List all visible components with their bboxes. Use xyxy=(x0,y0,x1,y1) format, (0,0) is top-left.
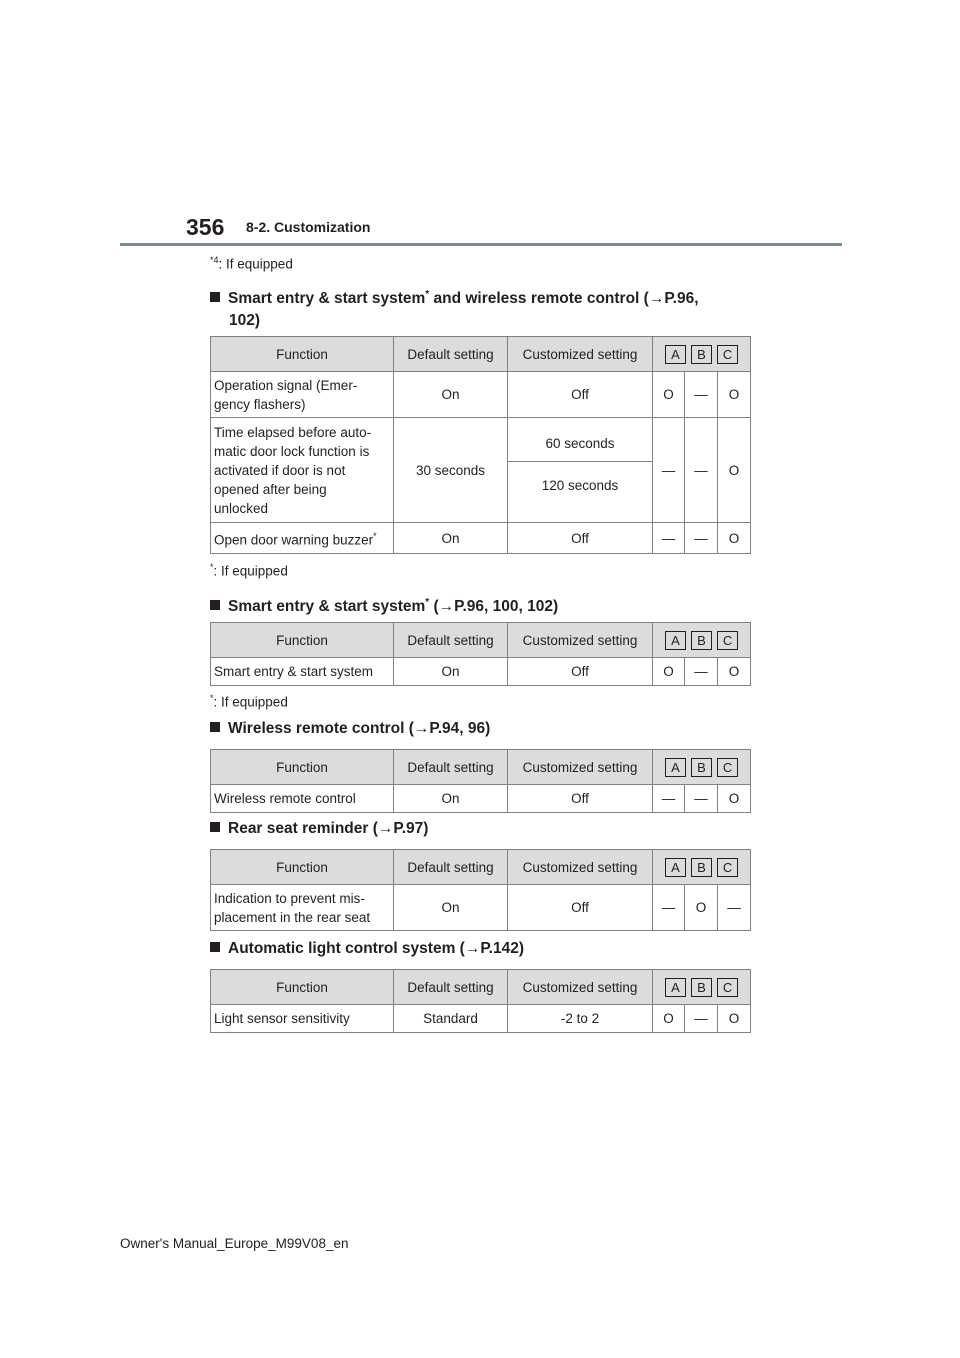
settings-table-smart-entry-wireless xyxy=(210,336,751,554)
label-c: C xyxy=(717,631,738,650)
table-header-row xyxy=(211,850,751,885)
cell-function: Wireless remote control xyxy=(211,785,394,813)
cell-a: — xyxy=(653,418,685,523)
cell-a: — xyxy=(653,885,685,931)
column-customized-setting: Customized setting xyxy=(508,850,653,885)
label-c: C xyxy=(717,858,738,877)
column-abc xyxy=(653,623,751,658)
cell-a: O xyxy=(653,372,685,418)
cell-default: On xyxy=(394,523,508,554)
table-header-row xyxy=(211,970,751,1005)
heading-rear-seat-reminder: Rear seat reminder (→P.97) xyxy=(210,818,428,840)
cell-c: O xyxy=(718,523,751,554)
settings-table-automatic-light-control xyxy=(210,969,751,1033)
table-row xyxy=(211,372,751,418)
option-60-seconds: 60 seconds xyxy=(508,432,652,462)
cell-function: Indication to prevent mis- placement in the rear seat xyxy=(211,885,394,931)
label-c: C xyxy=(717,978,738,997)
cell-c: O xyxy=(718,785,751,813)
cell-b: — xyxy=(685,523,718,554)
cell-customized: -2 to 2 xyxy=(508,1005,653,1033)
column-function: Function xyxy=(211,337,394,372)
table-header-row xyxy=(211,750,751,785)
table-row xyxy=(211,885,751,931)
cell-default: On xyxy=(394,658,508,686)
footnote-if-equipped: *: If equipped xyxy=(210,693,288,710)
square-bullet-icon xyxy=(210,942,220,952)
page-number: 356 xyxy=(186,214,225,240)
cell-function: Smart entry & start system xyxy=(211,658,394,686)
cell-c: O xyxy=(718,418,751,523)
column-default-setting: Default setting xyxy=(394,970,508,1005)
cell-c: — xyxy=(718,885,751,931)
label-a: A xyxy=(665,978,686,997)
label-b: B xyxy=(691,858,712,877)
heading-automatic-light-control: Automatic light control system (→P.142) xyxy=(210,938,524,960)
cell-function: Time elapsed before auto- matic door lock function is activated if door is not opened after being unlocked xyxy=(211,418,394,523)
cell-function: Light sensor sensitivity xyxy=(211,1005,394,1033)
column-default-setting: Default setting xyxy=(394,623,508,658)
column-abc xyxy=(653,850,751,885)
cell-customized: Off xyxy=(508,785,653,813)
header-divider xyxy=(120,243,842,246)
option-120-seconds: 120 seconds xyxy=(541,477,619,493)
cell-customized: Off xyxy=(508,523,653,554)
label-a: A xyxy=(665,345,686,364)
label-b: B xyxy=(691,978,712,997)
cell-customized: Off xyxy=(508,658,653,686)
cell-b: — xyxy=(685,1005,718,1033)
cell-b: O xyxy=(685,885,718,931)
column-abc xyxy=(653,970,751,1005)
cell-default: 30 seconds xyxy=(394,418,508,523)
square-bullet-icon xyxy=(210,600,220,610)
cell-a: O xyxy=(653,658,685,686)
column-customized-setting: Customized setting xyxy=(508,970,653,1005)
cell-customized: Off xyxy=(508,372,653,418)
column-customized-setting: Customized setting xyxy=(508,337,653,372)
cell-a: — xyxy=(653,785,685,813)
cell-a: — xyxy=(653,523,685,554)
column-default-setting: Default setting xyxy=(394,850,508,885)
column-customized-setting: Customized setting xyxy=(508,750,653,785)
cell-default: Standard xyxy=(394,1005,508,1033)
heading-smart-entry-and-wireless: Smart entry & start system* and wireless remote control (→P.96, 102) xyxy=(210,284,699,332)
footnote-if-equipped-4: $^{*4}$: If equipped xyxy=(210,255,293,272)
cell-default: On xyxy=(394,885,508,931)
column-default-setting: Default setting xyxy=(394,337,508,372)
square-bullet-icon xyxy=(210,822,220,832)
column-customized-setting: Customized setting xyxy=(508,623,653,658)
cell-c: O xyxy=(718,658,751,686)
label-b: B xyxy=(691,758,712,777)
label-b: B xyxy=(691,345,712,364)
square-bullet-icon xyxy=(210,722,220,732)
footnote-if-equipped: *: If equipped xyxy=(210,562,288,579)
cell-b: — xyxy=(685,372,718,418)
table-row xyxy=(211,523,751,554)
label-c: C xyxy=(717,758,738,777)
cell-c: O xyxy=(718,372,751,418)
table-header-row xyxy=(211,623,751,658)
cell-function: Open door warning buzzer* xyxy=(211,523,394,554)
cell-default: On xyxy=(394,785,508,813)
label-a: A xyxy=(665,858,686,877)
settings-table-wireless-remote xyxy=(210,749,751,813)
label-a: A xyxy=(665,631,686,650)
table-row xyxy=(211,785,751,813)
cell-function: Operation signal (Emer- gency flashers) xyxy=(211,372,394,418)
heading-wireless-remote: Wireless remote control (→P.94, 96) xyxy=(210,718,490,740)
column-function: Function xyxy=(211,970,394,1005)
table-row xyxy=(211,418,751,523)
label-c: C xyxy=(717,345,738,364)
table-row xyxy=(211,658,751,686)
cell-a: O xyxy=(653,1005,685,1033)
column-abc xyxy=(653,750,751,785)
table-row xyxy=(211,1005,751,1033)
footer-manual-id: Owner's Manual_Europe_M99V08_en xyxy=(120,1236,349,1251)
cell-b: — xyxy=(685,785,718,813)
table-header-row xyxy=(211,337,751,372)
cell-default: On xyxy=(394,372,508,418)
cell-c: O xyxy=(718,1005,751,1033)
cell-customized: Off xyxy=(508,885,653,931)
column-default-setting: Default setting xyxy=(394,750,508,785)
settings-table-rear-seat-reminder xyxy=(210,849,751,931)
column-abc xyxy=(653,337,751,372)
column-function: Function xyxy=(211,750,394,785)
cell-customized xyxy=(508,418,653,523)
section-title: 8-2. Customization xyxy=(246,219,371,235)
cell-b: — xyxy=(685,418,718,523)
label-a: A xyxy=(665,758,686,777)
column-function: Function xyxy=(211,850,394,885)
label-b: B xyxy=(691,631,712,650)
column-function: Function xyxy=(211,623,394,658)
square-bullet-icon xyxy=(210,292,220,302)
cell-b: — xyxy=(685,658,718,686)
heading-smart-entry: Smart entry & start system* (→P.96, 100, 102) xyxy=(210,592,558,618)
settings-table-smart-entry xyxy=(210,622,751,686)
